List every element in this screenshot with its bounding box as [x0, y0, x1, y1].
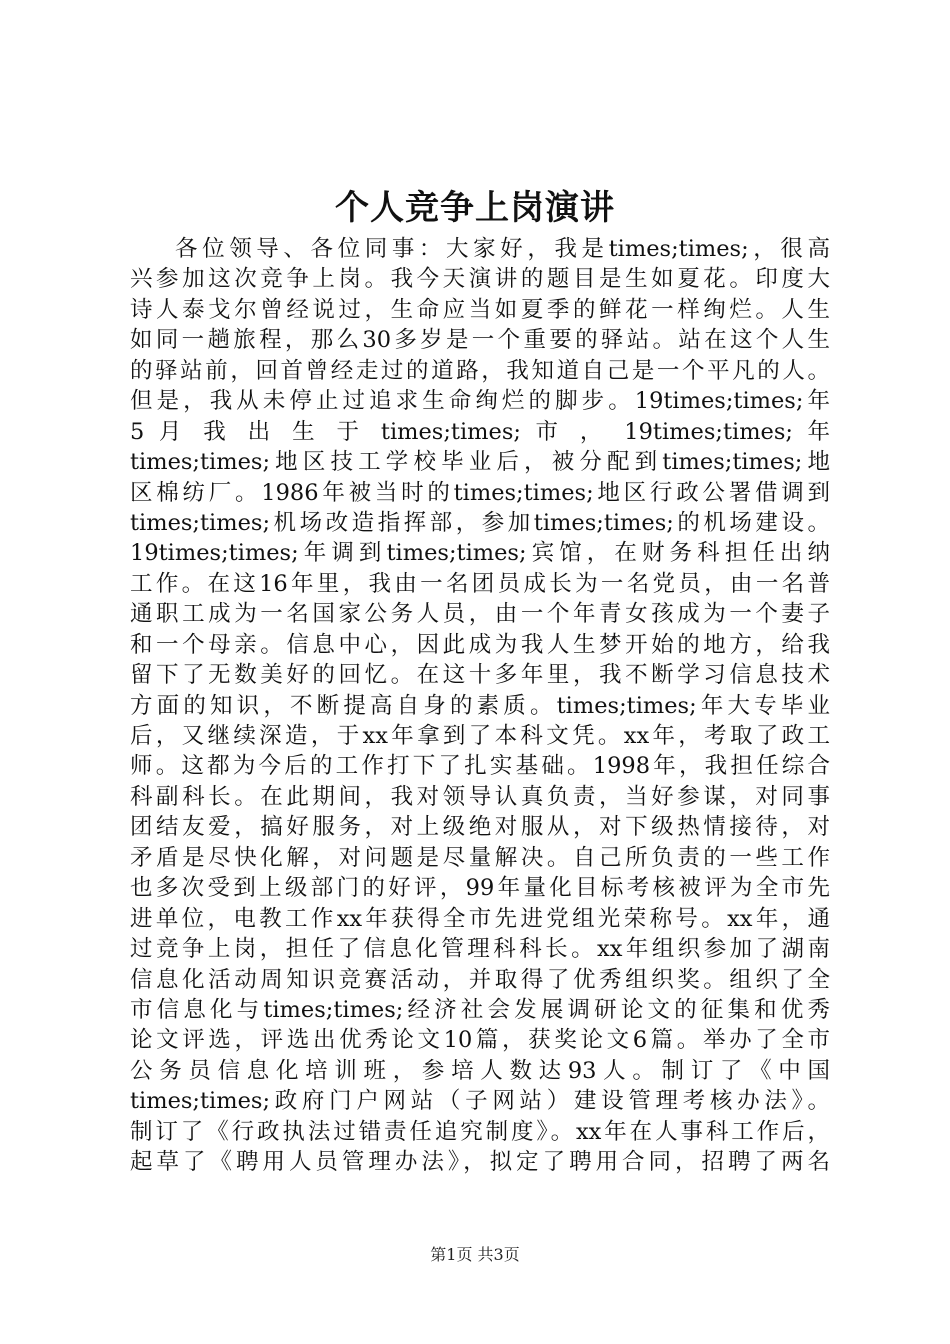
body-line: 通职工成为一名国家公务人员，由一个年青女孩成为一个妻子 — [130, 601, 830, 628]
body-line: 工作。在这16年里，我由一名团员成长为一名党员，由一名普 — [130, 570, 830, 597]
body-line: 的驿站前，回首曾经走过的道路，我知道自己是一个平凡的人。 — [130, 357, 830, 384]
body-line: 兴参加这次竞争上岗。我今天演讲的题目是生如夏花。印度大 — [130, 266, 830, 293]
body-line: 起草了《聘用人员管理办法》，拟定了聘用合同，招聘了两名 — [130, 1149, 830, 1176]
body-line: 诗人泰戈尔曾经说过，生命应当如夏季的鲜花一样绚烂。人生 — [130, 296, 830, 323]
body-line: 如同一趟旅程，那么30多岁是一个重要的驿站。站在这个人生 — [130, 327, 830, 354]
body-line: 信息化活动周知识竞赛活动，并取得了优秀组织奖。组织了全 — [130, 966, 830, 993]
page-footer: 第1页 共3页 — [430, 1245, 520, 1264]
body-line: 制订了《行政执法过错责任追究制度》。xx年在人事科工作后， — [130, 1118, 830, 1145]
body-line: 矛盾是尽快化解，对问题是尽量解决。自己所负责的一些工作 — [130, 844, 830, 871]
body-line: times;times;政府门户网站（子网站）建设管理考核办法》。 — [130, 1088, 830, 1115]
body-line: 也多次受到上级部门的好评，99年量化目标考核被评为全市先 — [130, 875, 830, 902]
body-line: 留下了无数美好的回忆。在这十多年里，我不断学习信息技术 — [130, 662, 830, 689]
document-body — [130, 234, 830, 1178]
body-line: 后，又继续深造，于xx年拿到了本科文凭。xx年，考取了政工 — [130, 723, 830, 749]
document-title: 个人竞争上岗演讲 — [335, 188, 615, 228]
body-line: 5 月 我 出 生 于 times;times; 市 ， 19times;times; 年 — [130, 418, 830, 445]
body-line: times;times;地区技工学校毕业后，被分配到times;times;地 — [130, 449, 830, 476]
body-line: 进单位，电教工作xx年获得全市先进党组光荣称号。xx年，通 — [130, 905, 830, 932]
body-line: 公务员信息化培训班，参培人数达93人。制订了《中国 — [130, 1057, 830, 1084]
body-line: 但是，我从未停止过追求生命绚烂的脚步。19times;times;年 — [130, 388, 830, 415]
body-line: times;times;机场改造指挥部，参加times;times;的机场建设。 — [130, 509, 830, 536]
body-line: 过竞争上岗，担任了信息化管理科科长。xx年组织参加了湖南 — [130, 936, 830, 963]
body-line: 论文评选，评选出优秀论文10篇，获奖论文6篇。举办了全市 — [130, 1027, 830, 1054]
body-line: 19times;times;年调到times;times;宾馆，在财务科担任出纳 — [130, 540, 830, 567]
body-line: 师。这都为今后的工作打下了扎实基础。1998年，我担任综合 — [130, 753, 830, 780]
body-line: 团结友爱，搞好服务，对上级绝对服从，对下级热情接待，对 — [130, 814, 830, 841]
body-line: 方面的知识，不断提高自身的素质。times;times;年大专毕业 — [130, 692, 830, 719]
body-line: 和一个母亲。信息中心，因此成为我人生梦开始的地方，给我 — [130, 631, 830, 658]
body-line: 科副科长。在此期间，我对领导认真负责，当好参谋，对同事 — [130, 783, 830, 810]
body-line: 各位领导、各位同事：大家好，我是times;times;，很高 — [175, 236, 830, 262]
body-line: 市信息化与times;times;经济社会发展调研论文的征集和优秀 — [130, 996, 830, 1023]
body-line: 区棉纺厂。1986年被当时的times;times;地区行政公署借调到 — [130, 479, 830, 506]
